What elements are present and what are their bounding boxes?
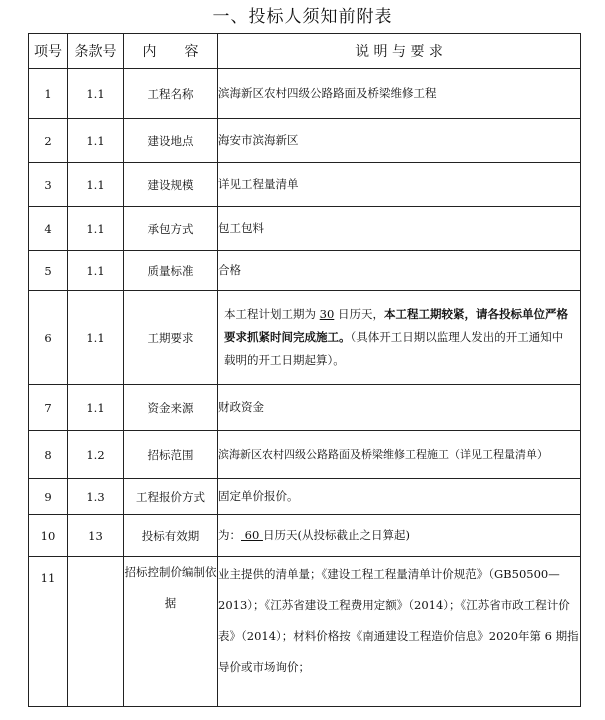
row-no: 2 [29,119,68,163]
row-requirement: 财政资金 [218,385,581,431]
row-clause: 1.1 [68,291,124,385]
row-requirement: 合格 [218,251,581,291]
table-row [29,207,581,251]
row-requirement: 业主提供的清单量；《建设工程工程量清单计价规范》（GB50500—2013）；《江苏省建设工程费用定额》（2014）；《江苏省市政工程计价表》（2014）；材料价格按《南通建设工程造价信息》2020年第 6 期指导价或市场询价； [218,557,581,707]
table-row [29,557,581,707]
row-name: 建设地点 [124,119,218,163]
req-text: 日历天(从投标截止之日算起) [262,528,410,542]
row-requirement: 详见工程量清单 [218,163,581,207]
row-clause: 1.1 [68,207,124,251]
header-content: 内 容 [124,34,218,69]
row-requirement: 包工包料 [218,207,581,251]
row-requirement [218,291,581,385]
row-clause: 1.1 [68,251,124,291]
table-row [29,119,581,163]
row-clause: 1.1 [68,163,124,207]
row-no: 7 [29,385,68,431]
row-clause: 1.1 [68,69,124,119]
validity-days: 60 [241,528,263,542]
table-row [29,385,581,431]
row-name: 招标控制价编制依据 [124,557,218,707]
req-text: （具体开工日期以监理人发出的开工通知中载明的开工日期起算）。 [224,330,564,367]
table-row [29,69,581,119]
header-no: 项号 [29,34,68,69]
row-name: 资金来源 [124,385,218,431]
row-name: 质量标准 [124,251,218,291]
row-requirement: 固定单价报价。 [218,479,581,515]
row-no: 5 [29,251,68,291]
table-row [29,479,581,515]
req-emphasis: 本工程工期较紧，请各投标单位严格要求抓紧时间完成施工。 [224,307,568,344]
row-no: 6 [29,291,68,385]
row-requirement: 海安市滨海新区 [218,119,581,163]
table-row [29,251,581,291]
row-name: 承包方式 [124,207,218,251]
header-requirement: 说 明 与 要 求 [218,34,581,69]
tender-notice-table [28,33,581,707]
row-no: 11 [29,557,68,707]
row-no: 10 [29,515,68,557]
table-row [29,515,581,557]
row-no: 3 [29,163,68,207]
row-clause: 1.1 [68,385,124,431]
row-clause [68,557,124,707]
row-no: 9 [29,479,68,515]
header-clause: 条款号 [68,34,124,69]
row-clause: 1.3 [68,479,124,515]
row-clause: 1.2 [68,431,124,479]
row-requirement: 滨海新区农村四级公路路面及桥梁维修工程施工（详见工程量清单） [218,431,581,479]
row-no: 1 [29,69,68,119]
table-row [29,431,581,479]
row-no: 8 [29,431,68,479]
req-text: 本工程计划工期为 [224,307,320,321]
req-text: 为： [218,528,241,542]
page-title: 一、投标人须知前附表 [212,7,393,27]
row-requirement [218,515,581,557]
row-no: 4 [29,207,68,251]
table-row [29,163,581,207]
duration-days: 30 [319,307,335,321]
row-name: 投标有效期 [124,515,218,557]
row-clause: 13 [68,515,124,557]
row-requirement: 滨海新区农村四级公路路面及桥梁维修工程 [218,69,581,119]
table-header-row [29,34,581,69]
row-name: 工程报价方式 [124,479,218,515]
row-clause: 1.1 [68,119,124,163]
table-row [29,291,581,385]
row-name: 工程名称 [124,69,218,119]
row-name: 工期要求 [124,291,218,385]
row-name: 招标范围 [124,431,218,479]
row-name: 建设规模 [124,163,218,207]
req-text: 日历天， [334,307,384,321]
